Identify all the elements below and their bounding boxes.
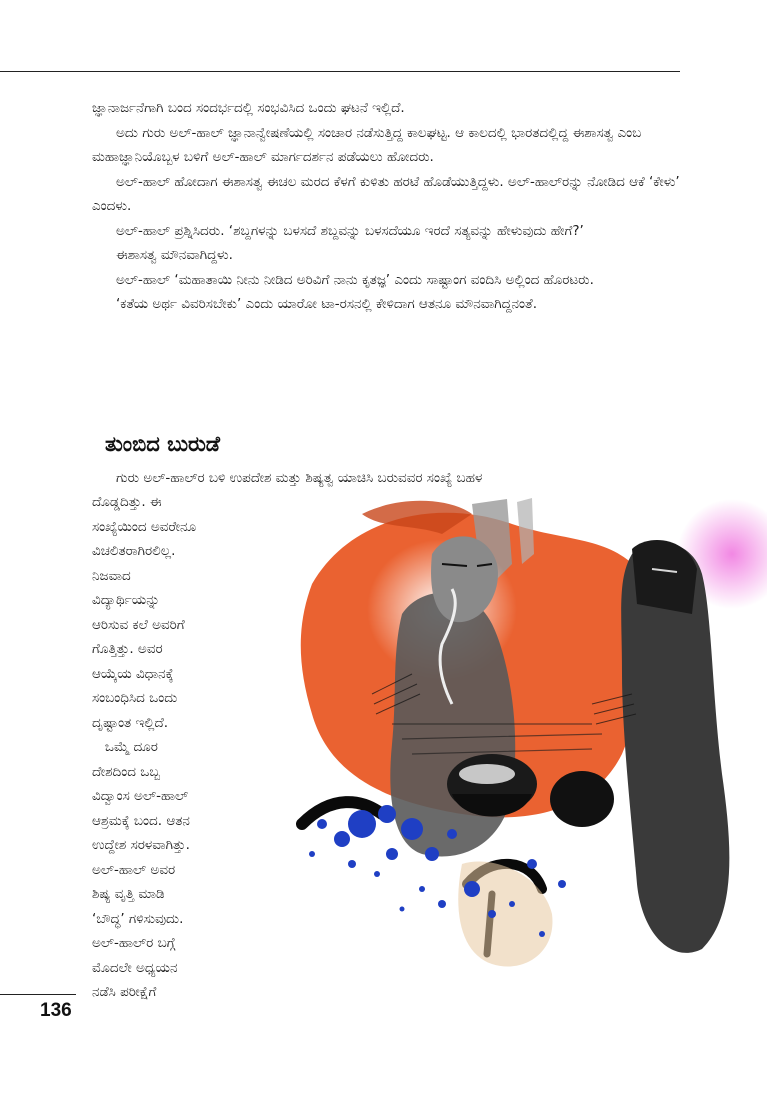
bottom-rule (0, 994, 76, 995)
text-line: ಆರಿಸುವ ಕಲೆ ಅವರಿಗೆ (92, 616, 185, 633)
text-line: ವಿದ್ವಾಂಸ ಅಲ್-ಹಾಲ್ (92, 788, 189, 804)
text-line: ಉದ್ದೇಶ ಸರಳವಾಗಿತ್ತು. (92, 837, 190, 853)
top-rule (0, 71, 680, 72)
text-line: ನಡೆಸಿ ಪರೀಕ್ಷೆಗೆ (92, 984, 157, 1000)
body-text (92, 96, 682, 317)
paragraph: ಅಲ್-ಹಾಲ್ ‘ಮಹಾತಾಯಿ ನೀನು ನೀಡಿದ ಅರಿವಿಗೆ ನಾನು ಕೃತಜ್ಞ’ ಎಂದು ಸಾಷ್ಟಾಂಗ ವಂದಿಸಿ ಅಲ್ಲಿಂದ ಹೊರಟರು. (116, 271, 594, 288)
text-line: ‘ಬೌದ್ಧ’ ಗಳಿಸುವುದು. (92, 910, 184, 927)
text-line: ಅಲ್-ಹಾಲ್ ಅವರ (92, 861, 176, 878)
text-line: ವಿಚಲಿತರಾಗಿರಲಿಲ್ಲ. (92, 543, 176, 559)
paragraph: ಈಶಾಸತ್ವ ಮೌನವಾಗಿದ್ದಳು. (116, 247, 233, 263)
paragraph: ‘ಕತೆಯ ಅರ್ಥ ವಿವರಿಸಬೇಕು’ ಎಂದು ಯಾರೋ ಟಾ-ರಸನಲ್ಲಿ ಕೇಳಿದಾಗ ಆತನೂ ಮೌನವಾಗಿದ್ದನಂತೆ. (116, 296, 538, 312)
text-line: ನಿಜವಾದ (92, 567, 131, 584)
text-line: ಮೊದಲೇ ಅಧ್ಯಯನ (92, 959, 178, 976)
text-line: ಸಂಬಂಧಿಸಿದ ಒಂದು (92, 690, 178, 706)
paragraph: ಅಲ್-ಹಾಲ್ ಪ್ರಶ್ನಿಸಿದರು. ‘ಶಬ್ದಗಳನ್ನು ಬಳಸದೆ ಶಬ್ದವನ್ನು ಬಳಸದೆಯೂ ಇರದೆ ಸತ್ಯವನ್ನು ಹೇಳುವುದು ಹೇಗೆ?’ (116, 222, 584, 239)
text-line: ಆಶ್ರಮಕ್ಕೆ ಬಂದ. ಆತನ (92, 812, 190, 829)
text-line: ದೃಷ್ಟಾಂತ ಇಲ್ಲಿದೆ. (92, 714, 169, 731)
text-line: ದೊಡ್ಡದಿತ್ತು. ಈ (92, 494, 162, 510)
paragraph: ಅದು ಗುರು ಅಲ್-ಹಾಲ್ ಜ್ಞಾನಾನ್ವೇಷಣೆಯಲ್ಲಿ ಸಂಚಾರ ನಡೆಸುತ್ತಿದ್ದ ಕಾಲಘಟ್ಟ. ಆ ಕಾಲದಲ್ಲಿ ಭಾರತದಲ್ಲಿದ್ದ ಈಶಾಸತ್ವ ಎಂಬ ಮಹಾಜ್ಞಾನಿಯೊಬ್ಬಳ ಬಳಿಗೆ ಅಲ್-ಹಾಲ್ ಮಾರ್ಗದರ್ಶನ ಪಡೆಯಲು ಹೋದರು. (92, 124, 642, 165)
section-lead-line: ಗುರು ಅಲ್-ಹಾಲ್‌ರ ಬಳಿ ಉಪದೇಶ ಮತ್ತು ಶಿಷ್ಯತ್ವ ಯಾಚಿಸಿ ಬರುವವರ ಸಂಖ್ಯೆ ಬಹಳ (116, 470, 483, 486)
text-line: ದೇಶದಿಂದ ಒಬ್ಬ (92, 763, 161, 780)
paragraph: ಜ್ಞಾನಾರ್ಜನೆಗಾಗಿ ಬಂದ ಸಂದರ್ಭದಲ್ಲಿ ಸಂಭವಿಸಿದ ಒಂದು ಘಟನೆ ಇಲ್ಲಿದೆ. (92, 100, 405, 116)
narrow-text-column (92, 490, 292, 1005)
paragraph: ಅಲ್-ಹಾಲ್ ಹೋದಾಗ ಈಶಾಸತ್ವ ಈಚಲ ಮರದ ಕೆಳಗೆ ಕುಳಿತು ಹರಟೆ ಹೊಡೆಯುತ್ತಿದ್ದಳು. ಅಲ್-ಹಾಲ್‌ರನ್ನು ನೋಡಿದ ಆಕೆ ‘ಕೇಳು’ ಎಂದಳು. (92, 173, 680, 214)
section-title: ತುಂಬಿದ ಬುರುಡೆ (105, 432, 220, 456)
text-line: ಗೊತ್ತಿತ್ತು. ಅವರ (92, 641, 163, 657)
text-line: ಆಯ್ಕೆಯ ವಿಧಾನಕ್ಕೆ (92, 665, 174, 682)
page-number: 136 (40, 1000, 72, 1021)
text-line: ಶಿಷ್ಯ ವೃತ್ತಿ ಮಾಡಿ (92, 886, 165, 902)
text-line: ಅಲ್-ಹಾಲ್‌ರ ಬಗ್ಗೆ (92, 935, 176, 951)
text-line: ಒಮ್ಮೆ ದೂರ (92, 739, 158, 755)
illustration-two-figures (292, 494, 767, 980)
text-line: ವಿದ್ಯಾರ್ಥಿಯನ್ನು (92, 592, 160, 608)
text-line: ಸಂಖ್ಯೆಯಿಂದ ಅವರೇನೂ (92, 518, 197, 535)
